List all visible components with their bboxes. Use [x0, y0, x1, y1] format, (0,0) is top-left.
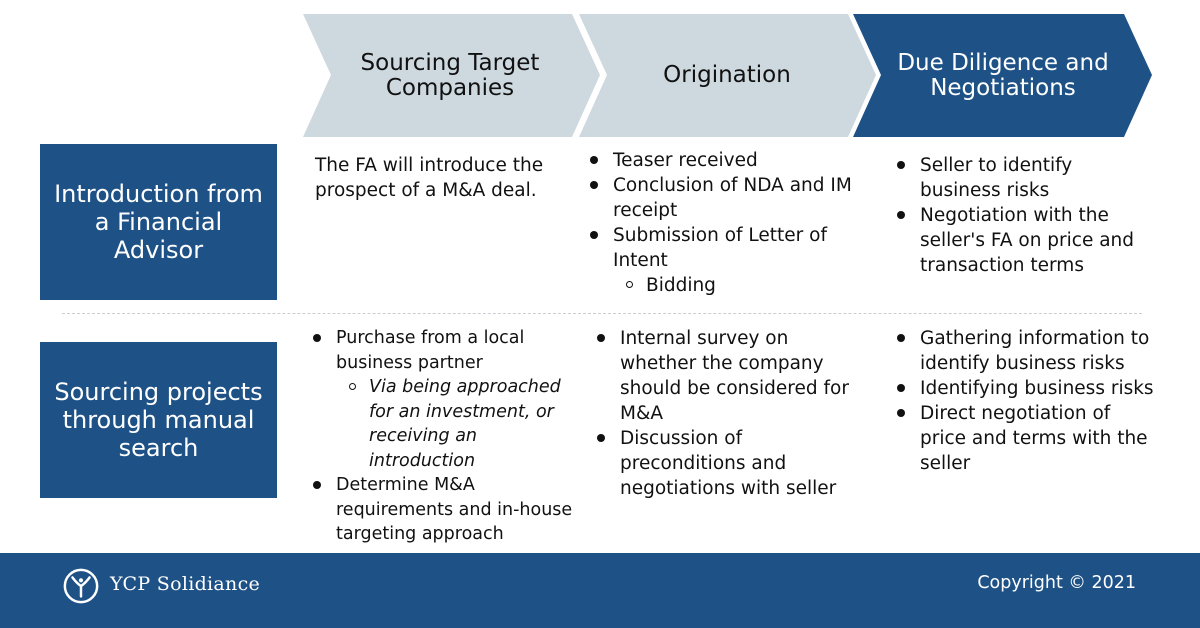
cell-manual-origination [593, 326, 855, 501]
list-item: Seller to identify business risks [893, 153, 1155, 203]
stage-label-origination: Origination [663, 62, 791, 88]
row-header-financial-advisor: Introduction from a Financial Advisor [40, 144, 277, 300]
stage-label-due-diligence: Due Diligence and Negotiations [897, 49, 1109, 101]
ycp-solidiance-logo-icon [62, 567, 100, 605]
cell-manual-due-diligence [893, 326, 1155, 476]
list-item: Conclusion of NDA and IM receipt [586, 173, 854, 223]
list-item-text: Submission of Letter of Intent [613, 225, 827, 271]
list-item: Teaser received [586, 148, 854, 173]
footer [0, 553, 1200, 628]
list-item: Negotiation with the seller's FA on price and transaction terms [893, 203, 1155, 278]
list-item: Identifying business risks [893, 376, 1155, 401]
sub-list-item: Bidding [613, 273, 854, 298]
list-item: Determine M&A requirements and in-house targeting approach [309, 473, 577, 547]
list-item: Discussion of preconditions and negotiations with seller [593, 426, 855, 501]
list-item: Gathering information to identify business risks [893, 326, 1155, 376]
list-item [309, 326, 577, 473]
sub-list-item: Via being approached for an investment, or receiving an introduction [336, 375, 577, 473]
cell-fa-sourcing [315, 153, 545, 203]
cell-fa-origination [586, 148, 854, 298]
brand-name: YCP Solidiance [110, 573, 261, 595]
row-divider [62, 313, 1142, 314]
list-item: Internal survey on whether the company should be considered for M&A [593, 326, 855, 426]
cell-manual-sourcing [309, 326, 577, 547]
copyright-text: Copyright © 2021 [977, 573, 1136, 593]
stage-label-sourcing: Sourcing Target Companies [360, 49, 540, 101]
list-item-text: Purchase from a local business partner [336, 328, 525, 373]
list-item [586, 223, 854, 298]
row-header-manual-search: Sourcing projects through manual search [40, 342, 277, 498]
list-item: Direct negotiation of price and terms with the seller [893, 401, 1155, 476]
cell-fa-due-diligence [893, 153, 1155, 278]
cell-text: The FA will introduce the prospect of a M&A deal. [315, 155, 544, 201]
